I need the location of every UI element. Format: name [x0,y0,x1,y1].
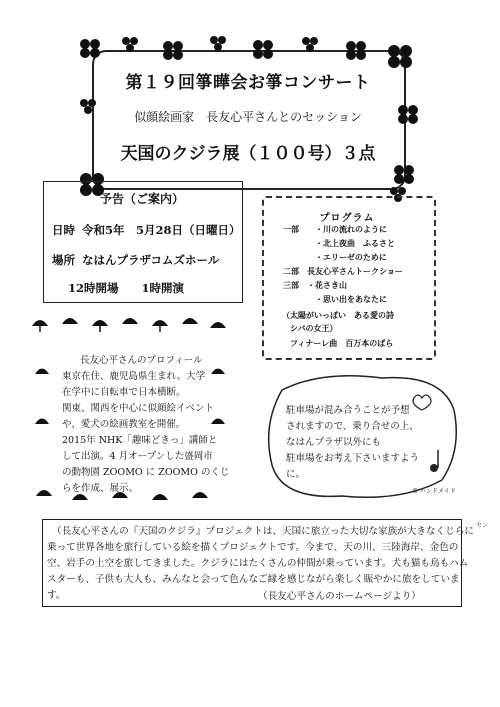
umbrella-icon [211,369,225,375]
session-subtitle: 似顔絵画家 長友心平さんとのセッション [134,110,362,124]
umbrella-icon [36,490,52,496]
clover-icon [253,40,273,59]
umbrella-icon [211,419,225,425]
umbrella-icon [192,492,208,498]
clover-icon [122,37,138,52]
profile-line: して出演。4 月オープンした盛岡市 [62,451,213,462]
program-line: 三部 ・花さき山 [283,280,347,290]
program-line: ・エリーゼのために [283,252,387,262]
parking-line: されますので、乗り合せの上、 [286,421,419,432]
profile-line: 東京在住、鹿児島県生まれ。大学 [62,371,206,382]
exhibit-title: 天国のクジラ展（１００号）３点 [120,144,376,164]
umbrella-icon [35,419,49,425]
profile-line: らを作成、展示。 [62,483,139,494]
profile-line: 関東、関西を中心に似顔絵イベント [62,403,215,414]
clover-icon [394,165,414,184]
umbrella-icon [122,318,138,324]
program-line: （太陽がいっぱい ある愛の詩 [282,310,394,320]
umbrella-icon [32,320,48,332]
description-line: す。 [47,590,66,601]
program-line: フィナーレ曲 百万本のばら [290,338,394,348]
program-title: プログラム [319,213,375,224]
umbrella-icon [152,494,168,500]
profile-line: や、愛犬の絵画教室を開催。 [62,419,186,430]
profile-heading: 長友心平さんのプロフィール [80,355,203,366]
time-value: 12時開場 1時開演 [68,281,185,295]
description-line: 乗って世界各地を旅行している絵を描くプロジェクトです。今まで、天の川、三陸海岸、金色の [47,542,459,553]
umbrella-icon [152,320,168,332]
place-label: 場所 [52,253,75,267]
umbrella-icon [35,369,49,375]
clover-icon [210,36,226,51]
parking-line: に。 [286,469,306,480]
clover-icon [80,99,96,114]
program-line: シバの女王） [282,323,338,333]
profile-line: 在学中に自転車で日本横断。 [62,387,186,398]
program-line: 二部 長友心平さんトークショー [283,266,403,276]
description-source: （長友心平さんのホームページより） [258,591,421,602]
program-line: ・北上夜曲 ふるさと [283,238,395,248]
parking-line: 駐車場が混み合うことが予想 [286,405,410,416]
umbrella-icon [72,494,88,500]
heart-icon [413,395,431,410]
description-line: スターも、子供も大人も、みんなと会って色んなご縁を感じながら楽しく賑やかに旅をしていま [47,574,460,585]
date-value: 令和5年 5月28日（日曜日） [82,223,241,237]
music-note-icon [430,450,438,472]
profile-line: の動物園 ZOOMO に ZOOMO のくじ [62,467,230,478]
program-line: 一部 ・川の流れのように [283,224,387,234]
umbrella-icon [182,318,198,324]
clover-icon [388,45,412,68]
clover-icon [302,37,318,52]
clover-icon [80,39,100,58]
date-label: 日時 [52,223,75,237]
clover-icon [398,105,418,124]
artist-signature: © ハンドメイド [412,488,456,495]
concert-title: 第１９回箏曄会お箏コンサート [125,73,371,93]
umbrella-icon [62,318,78,324]
profile-line: 2015年 NHK「趣味どきっ」講師と [62,435,218,446]
place-value: なはんプラザコムズホール [82,253,220,267]
description-line: 空、岩手の上空を旅してきました。クジラにはたくさんの仲間が乗っています。犬も猫も鳥もハム [47,558,469,569]
description-line: （長友心平さんの『天国のクジラ』プロジェクトは、天国に旅立った大切な家族が大きなくじらに [52,526,474,537]
margin-note: セン [476,522,489,529]
umbrella-icon [92,320,108,332]
program-line: ・思い出をあなたに [283,294,387,304]
parking-line: 駐車場をお考え下さいますよう [286,453,420,464]
parking-line: なはんプラザ以外にも [286,437,382,448]
clover-icon [163,41,183,60]
notice-title: 予告（ご案内） [99,192,184,206]
clover-icon [346,41,366,60]
umbrella-icon [210,322,226,328]
